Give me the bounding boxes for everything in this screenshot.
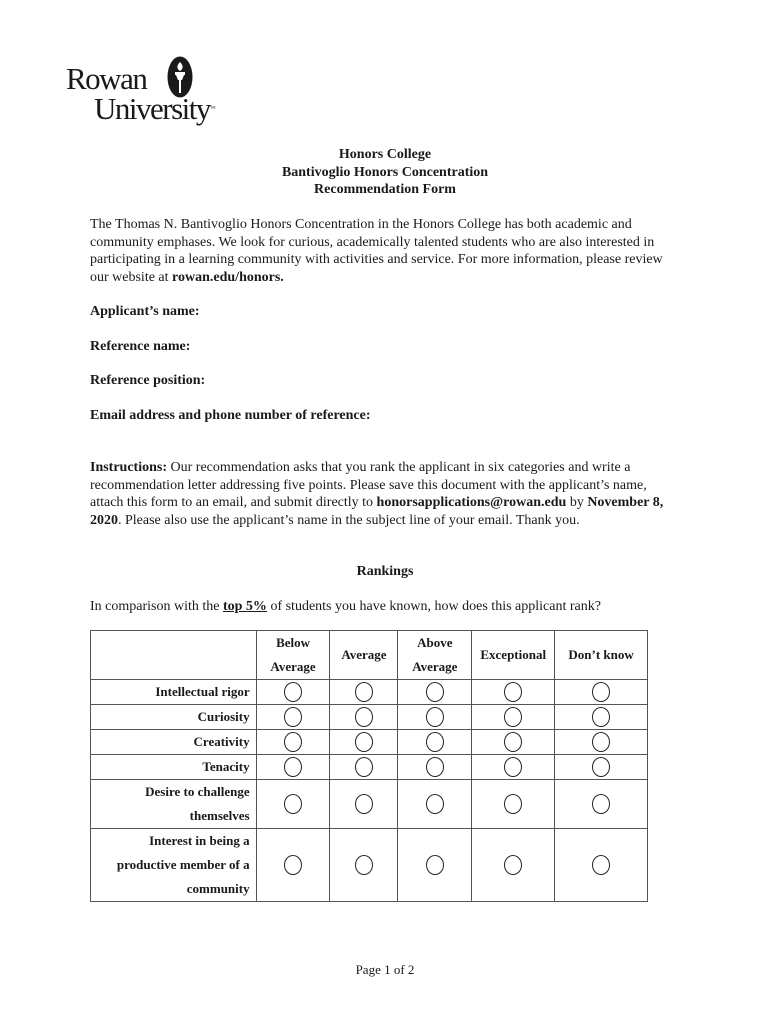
column-header: Exceptional — [472, 631, 555, 680]
rating-cell — [256, 829, 330, 902]
table-row — [91, 730, 648, 755]
page-number: Page 1 of 2 — [355, 962, 415, 977]
intro-paragraph: The Thomas N. Bantivoglio Honors Concentration in the Honors College has both academic and community emphases. We look for curious, academically talented students who are also interested in participating in a learning community with activities and service. For more information, please review our website at rowan.edu/honors. — [90, 217, 663, 285]
column-header: Below Average — [256, 631, 330, 680]
rating-cell — [555, 829, 648, 902]
heading-concentration: Bantivoglio Honors Concentration — [281, 164, 489, 180]
rating-cell — [398, 829, 472, 902]
rating-radio-button[interactable] — [504, 757, 522, 777]
rating-cell — [330, 780, 398, 829]
deadline-date: November 8, 2020 — [90, 495, 664, 528]
rating-cell — [398, 730, 472, 755]
rating-radio-button[interactable] — [355, 682, 373, 702]
criterion-label: Tenacity — [91, 755, 257, 780]
rating-cell — [330, 680, 398, 705]
criterion-label: Creativity — [91, 730, 257, 755]
rating-cell — [256, 730, 330, 755]
rating-cell — [472, 755, 555, 780]
rankings-title: Rankings — [356, 564, 414, 579]
rating-cell — [472, 705, 555, 730]
rating-radio-button[interactable] — [592, 732, 610, 752]
rating-cell — [398, 755, 472, 780]
rankings-question: In comparison with the top 5% of students you have known, how does this applicant rank? — [90, 599, 601, 614]
column-header: Above Average — [398, 631, 472, 680]
submission-email[interactable]: honorsapplications@rowan.edu — [376, 495, 567, 510]
rating-cell — [472, 829, 555, 902]
rating-radio-button[interactable] — [284, 855, 302, 875]
applicant-name-label: Applicant’s name: — [90, 304, 200, 319]
rating-radio-button[interactable] — [592, 794, 610, 814]
rating-radio-button[interactable] — [355, 732, 373, 752]
rating-radio-button[interactable] — [355, 757, 373, 777]
rating-cell — [256, 680, 330, 705]
rating-radio-button[interactable] — [284, 707, 302, 727]
rating-radio-button[interactable] — [426, 855, 444, 875]
rating-radio-button[interactable] — [504, 682, 522, 702]
rating-radio-button[interactable] — [592, 707, 610, 727]
rating-cell — [398, 680, 472, 705]
rating-radio-button[interactable] — [284, 682, 302, 702]
heading-form-title: Recommendation Form — [314, 182, 456, 197]
reference-contact-label: Email address and phone number of reference: — [90, 408, 371, 423]
column-header: Average — [330, 631, 398, 680]
rating-radio-button[interactable] — [504, 855, 522, 875]
rating-radio-button[interactable] — [355, 855, 373, 875]
header-blank — [91, 631, 257, 680]
table-row — [91, 755, 648, 780]
rowan-university-logo — [66, 56, 226, 128]
criterion-label: Interest in being a productive member of a community — [91, 829, 257, 902]
rating-radio-button[interactable] — [426, 794, 444, 814]
rating-radio-button[interactable] — [284, 794, 302, 814]
column-header: Don’t know — [555, 631, 648, 680]
rankings-table — [90, 630, 648, 902]
rating-radio-button[interactable] — [426, 757, 444, 777]
rating-radio-button[interactable] — [592, 682, 610, 702]
rating-cell — [398, 705, 472, 730]
rating-cell — [472, 780, 555, 829]
rating-radio-button[interactable] — [284, 732, 302, 752]
rating-cell — [330, 705, 398, 730]
rating-cell — [472, 680, 555, 705]
rating-radio-button[interactable] — [355, 707, 373, 727]
table-row — [91, 680, 648, 705]
rating-cell — [472, 730, 555, 755]
table-row — [91, 705, 648, 730]
logo-text-university: University™ — [94, 91, 216, 126]
instructions-paragraph: Instructions: Our recommendation asks that you rank the applicant in six categories and write a recommendation letter addressing five points. Please save this document with the applicant’s name, attach this form to an email, and submit directly to honorsapplications@rowan.edu by November 8, 2020. Please also use the applicant’s name in the subject line of your email. Thank you. — [90, 460, 664, 528]
rating-radio-button[interactable] — [504, 732, 522, 752]
rating-radio-button[interactable] — [592, 855, 610, 875]
rating-cell — [330, 755, 398, 780]
table-row — [91, 829, 648, 902]
rating-cell — [555, 730, 648, 755]
rating-cell — [256, 705, 330, 730]
reference-name-label: Reference name: — [90, 339, 191, 354]
rankings-header-row — [91, 631, 648, 680]
website-link[interactable]: rowan.edu/honors. — [172, 269, 284, 285]
reference-position-label: Reference position: — [90, 373, 206, 388]
rating-cell — [330, 730, 398, 755]
rating-cell — [330, 829, 398, 902]
criterion-label: Desire to challenge themselves — [91, 780, 257, 829]
rating-radio-button[interactable] — [504, 794, 522, 814]
rating-cell — [256, 780, 330, 829]
criterion-label: Curiosity — [91, 705, 257, 730]
criterion-label: Intellectual rigor — [91, 680, 257, 705]
rating-cell — [398, 780, 472, 829]
rating-cell — [555, 705, 648, 730]
rating-radio-button[interactable] — [284, 757, 302, 777]
rating-radio-button[interactable] — [426, 682, 444, 702]
rating-cell — [555, 680, 648, 705]
form-heading — [0, 146, 770, 199]
logo-text-rowan: Rowan — [66, 61, 147, 96]
rating-radio-button[interactable] — [504, 707, 522, 727]
rating-cell — [555, 780, 648, 829]
rating-radio-button[interactable] — [426, 707, 444, 727]
rating-radio-button[interactable] — [426, 732, 444, 752]
rating-cell — [256, 755, 330, 780]
rating-cell — [555, 755, 648, 780]
table-row — [91, 780, 648, 829]
rating-radio-button[interactable] — [592, 757, 610, 777]
heading-college: Honors College — [338, 147, 432, 162]
rating-radio-button[interactable] — [355, 794, 373, 814]
